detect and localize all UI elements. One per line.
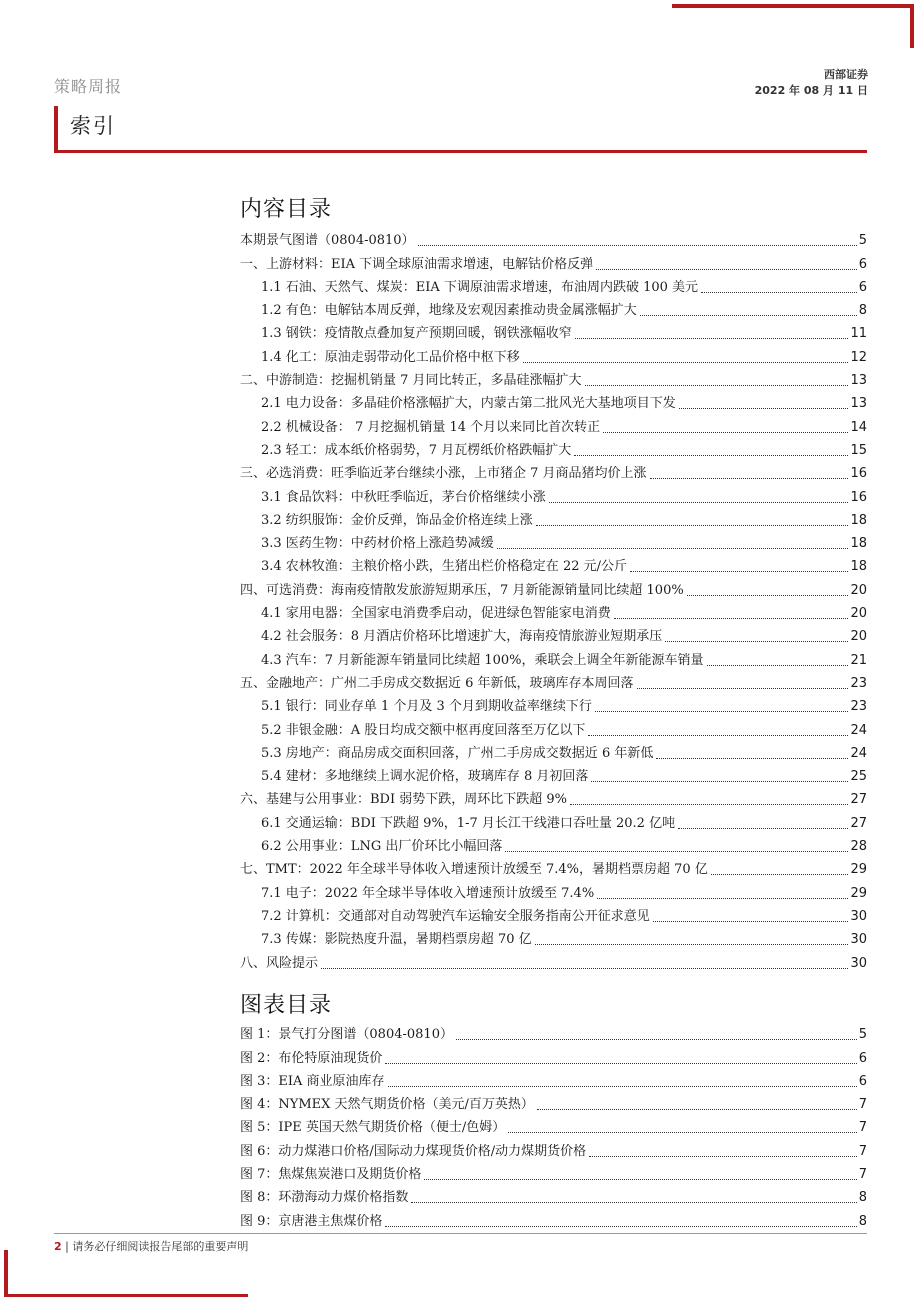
leader-dots xyxy=(385,1062,856,1064)
toc-entry-title: 1.4 化工：原油走弱带动化工品价格中枢下移 xyxy=(261,349,520,365)
toc-entry-page: 29 xyxy=(850,862,867,878)
toc-entry-title: 八、风险提示 xyxy=(240,955,319,971)
toc-entry-title: 6.1 交通运输：BDI 下跌超 9%，1-7 月长江干线港口吞吐量 20.2 亿吨 xyxy=(261,815,676,831)
figure-entry-page: 6 xyxy=(858,1073,867,1089)
toc-entry[interactable] xyxy=(240,249,867,272)
toc-entry[interactable] xyxy=(240,808,867,831)
figure-entry-title: 图 9：京唐港主焦煤价格 xyxy=(240,1213,383,1229)
toc-entry[interactable] xyxy=(240,645,867,668)
toc-entry-page: 14 xyxy=(850,419,867,435)
toc-entry-title: 4.1 家用电器：全国家电消费季启动，促进绿色智能家电消费 xyxy=(261,606,611,622)
top-decor-bar xyxy=(672,4,912,8)
leader-dots xyxy=(596,268,857,270)
leader-dots xyxy=(650,477,849,479)
footer-decor-vertical xyxy=(4,1250,8,1296)
toc-entry-title: 5.4 建材：多地继续上调水泥价格，玻璃库存 8 月初回落 xyxy=(261,769,589,785)
leader-dots xyxy=(665,640,848,642)
leader-dots xyxy=(640,314,857,316)
figure-entry[interactable] xyxy=(240,1043,867,1066)
leader-dots xyxy=(508,1131,856,1133)
toc-entry-title: 5.2 非银金融：A 股日均成交额中枢再度回落至万亿以下 xyxy=(261,722,586,738)
leader-dots xyxy=(588,734,848,736)
toc-entry-page: 30 xyxy=(850,932,867,948)
toc-entry-title: 7.1 电子：2022 年全球半导体收入增速预计放缓至 7.4% xyxy=(261,885,595,901)
top-decor-bar-vertical xyxy=(910,4,914,48)
toc-entry-page: 30 xyxy=(850,908,867,924)
toc-entry-title: 2.2 机械设备： 7 月挖掘机销量 14 个月以来同比首次转正 xyxy=(261,419,601,435)
leader-dots xyxy=(653,920,849,922)
toc-entry[interactable] xyxy=(240,855,867,878)
figure-entry[interactable] xyxy=(240,1160,867,1183)
toc-entry[interactable] xyxy=(240,389,867,412)
toc-entry-title: 三、必选消费：旺季临近茅台继续小涨，上市猪企 7 月商品猪均价上涨 xyxy=(240,466,647,482)
toc-entry-title: 7.3 传媒：影院热度升温，暑期档票房超 70 亿 xyxy=(261,932,532,948)
toc-entry-page: 29 xyxy=(850,885,867,901)
toc-entry-page: 12 xyxy=(850,349,867,365)
figure-entry-title: 图 1：景气打分图谱（0804-0810） xyxy=(240,1027,453,1043)
toc-entry[interactable] xyxy=(240,482,867,505)
toc-entry[interactable] xyxy=(240,832,867,855)
toc-entry[interactable] xyxy=(240,459,867,482)
toc-entry-page: 25 xyxy=(850,769,867,785)
figure-entry-page: 7 xyxy=(858,1167,867,1183)
figure-entry-title: 图 8：环渤海动力煤价格指数 xyxy=(240,1190,409,1206)
figure-entry-title: 图 3：EIA 商业原油库存 xyxy=(240,1073,385,1089)
toc-entry-page: 18 xyxy=(850,536,867,552)
toc-entry[interactable] xyxy=(240,342,867,365)
toc-entry-title: 2.1 电力设备：多晶硅价格涨幅扩大，内蒙古第二批风光大基地项目下发 xyxy=(261,396,676,412)
leader-dots xyxy=(388,1085,857,1087)
leader-dots xyxy=(411,1201,856,1203)
toc-entry-title: 4.3 汽车：7 月新能源车销量同比续超 100%，乘联会上调全年新能源车销量 xyxy=(261,652,704,668)
toc-entry-title: 六、基建与公用事业：BDI 弱势下跌，周环比下跌超 9% xyxy=(240,792,567,808)
toc-entry[interactable] xyxy=(240,575,867,598)
toc-entry[interactable] xyxy=(240,366,867,389)
toc-entry-page: 11 xyxy=(850,326,867,342)
toc-entry[interactable] xyxy=(240,226,867,249)
toc-entry-page: 24 xyxy=(850,745,867,761)
toc-entry-title: 6.2 公用事业：LNG 出厂价环比小幅回落 xyxy=(261,839,503,855)
footer-decor-horizontal xyxy=(4,1294,248,1297)
leader-dots xyxy=(656,757,848,759)
toc-entry-title: 4.2 社会服务：8 月酒店价格环比增速扩大，海南疫情旅游业短期承压 xyxy=(261,629,663,645)
toc-entry-page: 24 xyxy=(850,722,867,738)
toc-entry-page: 18 xyxy=(850,512,867,528)
leader-dots xyxy=(385,1225,856,1227)
toc-entry[interactable] xyxy=(240,599,867,622)
toc-entry-page: 21 xyxy=(850,652,867,668)
footer-separator: | xyxy=(61,1240,73,1253)
figure-entry[interactable] xyxy=(240,1020,867,1043)
leader-dots xyxy=(707,664,849,666)
figure-entry-page: 5 xyxy=(858,1027,867,1043)
toc-entry[interactable] xyxy=(240,715,867,738)
figure-entry[interactable] xyxy=(240,1206,867,1229)
toc-entry-page: 27 xyxy=(850,792,867,808)
figure-entry[interactable] xyxy=(240,1136,867,1159)
toc-entry-page: 16 xyxy=(850,466,867,482)
toc-entry-page: 20 xyxy=(850,606,867,622)
leader-dots xyxy=(537,1108,857,1110)
toc-entry-title: 3.3 医药生物：中药材价格上涨趋势减缓 xyxy=(261,536,494,552)
leader-dots xyxy=(549,501,849,503)
leader-dots xyxy=(701,291,857,293)
toc-entry-title: 五、金融地产：广州二手房成交数据近 6 年新低，玻璃库存本周回落 xyxy=(240,675,634,691)
toc-entry[interactable] xyxy=(240,948,867,971)
leader-dots xyxy=(614,617,849,619)
toc-entry[interactable] xyxy=(240,762,867,785)
figure-list xyxy=(240,1020,867,1230)
leader-dots xyxy=(497,547,849,549)
leader-dots xyxy=(536,524,849,526)
section-title: 索引 xyxy=(70,114,116,138)
figure-entry-page: 6 xyxy=(858,1050,867,1066)
footer-divider xyxy=(54,1233,867,1234)
section-marker xyxy=(54,106,58,152)
figure-entry[interactable] xyxy=(240,1183,867,1206)
toc-entry-page: 20 xyxy=(850,582,867,598)
toc-entry-page: 6 xyxy=(858,256,867,272)
toc-entry[interactable] xyxy=(240,878,867,901)
leader-dots xyxy=(424,1178,856,1180)
toc-entry-page: 30 xyxy=(850,955,867,971)
toc-entry[interactable] xyxy=(240,785,867,808)
leader-dots xyxy=(535,943,849,945)
toc-heading: 内容目录 xyxy=(240,197,333,222)
figure-entry[interactable] xyxy=(240,1113,867,1136)
toc-entry-page: 8 xyxy=(858,303,867,319)
figure-entry-page: 7 xyxy=(858,1097,867,1113)
toc-entry-page: 5 xyxy=(858,233,867,249)
toc-entry[interactable] xyxy=(240,273,867,296)
company-name: 西部证券 xyxy=(824,68,868,81)
leader-dots xyxy=(589,1155,857,1157)
leader-dots xyxy=(456,1038,857,1040)
toc-entry-page: 15 xyxy=(850,442,867,458)
toc-entry-page: 6 xyxy=(858,279,867,295)
leader-dots xyxy=(570,803,848,805)
leader-dots xyxy=(418,244,857,246)
figure-entry-page: 7 xyxy=(858,1120,867,1136)
figure-entry-title: 图 2：布伦特原油现货价 xyxy=(240,1050,383,1066)
leader-dots xyxy=(603,431,848,433)
toc-entry-page: 23 xyxy=(850,699,867,715)
leader-dots xyxy=(591,780,848,782)
toc-entry[interactable] xyxy=(240,925,867,948)
toc-entry-title: 2.3 轻工：成本纸价格弱势，7 月瓦楞纸价格跌幅扩大 xyxy=(261,442,572,458)
leader-dots xyxy=(595,710,849,712)
toc-entry[interactable] xyxy=(240,506,867,529)
section-divider xyxy=(54,150,867,153)
figure-entry-page: 8 xyxy=(858,1213,867,1229)
report-type: 策略周报 xyxy=(54,77,123,96)
figure-entry-title: 图 6：动力煤港口价格/国际动力煤现货价格/动力煤期货价格 xyxy=(240,1143,587,1159)
leader-dots xyxy=(687,594,849,596)
toc-entry-title: 1.2 有色：电解钴本周反弹，地缘及宏观因素推动贵金属涨幅扩大 xyxy=(261,303,637,319)
toc-entry[interactable] xyxy=(240,529,867,552)
leader-dots xyxy=(630,570,848,572)
toc-entry-title: 1.3 钢铁：疫情散点叠加复产预期回暖，钢铁涨幅收窄 xyxy=(261,326,572,342)
toc-entry[interactable] xyxy=(240,902,867,925)
leader-dots xyxy=(678,827,848,829)
toc-entry-title: 3.1 食品饮料：中秋旺季临近，茅台价格继续小涨 xyxy=(261,489,546,505)
toc-entry-page: 16 xyxy=(850,489,867,505)
toc-entry-title: 7.2 计算机：交通部对自动驾驶汽车运输安全服务指南公开征求意见 xyxy=(261,908,650,924)
toc-entry[interactable] xyxy=(240,296,867,319)
toc-entry-title: 3.4 农林牧渔：主粮价格小跌，生猪出栏价格稳定在 22 元/公斤 xyxy=(261,559,627,575)
toc-entry-title: 本期景气图谱（0804-0810） xyxy=(240,233,415,249)
toc-entry-page: 13 xyxy=(850,373,867,389)
leader-dots xyxy=(575,337,849,339)
toc-entry-page: 18 xyxy=(850,559,867,575)
leader-dots xyxy=(585,384,849,386)
toc-entry-title: 3.2 纺织服饰：金价反弹，饰品金价格连续上涨 xyxy=(261,512,533,528)
toc-entry-title: 二、中游制造：挖掘机销量 7 月同比转正，多晶硅涨幅扩大 xyxy=(240,373,582,389)
figure-entry-title: 图 7：焦煤焦炭港口及期货价格 xyxy=(240,1167,422,1183)
toc-entry[interactable] xyxy=(240,622,867,645)
toc-entry-page: 27 xyxy=(850,815,867,831)
figure-entry-title: 图 4：NYMEX 天然气期货价格（美元/百万英热） xyxy=(240,1097,534,1113)
toc-entry[interactable] xyxy=(240,436,867,459)
toc-list xyxy=(240,226,867,972)
toc-entry-page: 20 xyxy=(850,629,867,645)
toc-entry-title: 5.3 房地产：商品房成交面积回落，广州二手房成交数据近 6 年新低 xyxy=(261,745,654,761)
toc-entry[interactable] xyxy=(240,552,867,575)
footer xyxy=(54,1238,248,1254)
toc-entry-title: 一、上游材料：EIA 下调全球原油需求增速，电解钴价格反弹 xyxy=(240,256,594,272)
leader-dots xyxy=(711,873,849,875)
disclaimer-note: 请务必仔细阅读报告尾部的重要声明 xyxy=(72,1240,249,1253)
leader-dots xyxy=(679,407,849,409)
leader-dots xyxy=(321,967,848,969)
toc-entry[interactable] xyxy=(240,739,867,762)
toc-entry[interactable] xyxy=(240,412,867,435)
leader-dots xyxy=(574,454,848,456)
toc-entry-title: 5.1 银行：同业存单 1 个月及 3 个月到期收益率继续下行 xyxy=(261,699,592,715)
toc-entry-title: 七、TMT：2022 年全球半导体收入增速预计放缓至 7.4%，暑期档票房超 70 亿 xyxy=(240,862,708,878)
leader-dots xyxy=(523,361,849,363)
toc-entry[interactable] xyxy=(240,669,867,692)
figure-entry[interactable] xyxy=(240,1090,867,1113)
toc-entry-title: 1.1 石油、天然气、煤炭：EIA 下调原油需求增速，布油周内跌破 100 美元 xyxy=(261,279,699,295)
report-date: 2022 年 08 月 11 日 xyxy=(754,84,868,97)
toc-entry[interactable] xyxy=(240,692,867,715)
toc-entry-page: 28 xyxy=(850,839,867,855)
toc-entry-title: 四、可选消费：海南疫情散发旅游短期承压，7 月新能源销量同比续超 100% xyxy=(240,582,684,598)
figure-list-heading: 图表目录 xyxy=(240,993,333,1018)
figure-entry-title: 图 5：IPE 英国天然气期货价格（便士/色姆） xyxy=(240,1120,506,1136)
toc-entry[interactable] xyxy=(240,319,867,342)
leader-dots xyxy=(637,687,849,689)
leader-dots xyxy=(597,897,848,899)
leader-dots xyxy=(505,850,848,852)
figure-entry-page: 7 xyxy=(858,1143,867,1159)
toc-entry-page: 23 xyxy=(850,675,867,691)
toc-entry-page: 13 xyxy=(850,396,867,412)
page-number: 2 xyxy=(54,1240,62,1253)
figure-entry[interactable] xyxy=(240,1067,867,1090)
figure-entry-page: 8 xyxy=(858,1190,867,1206)
